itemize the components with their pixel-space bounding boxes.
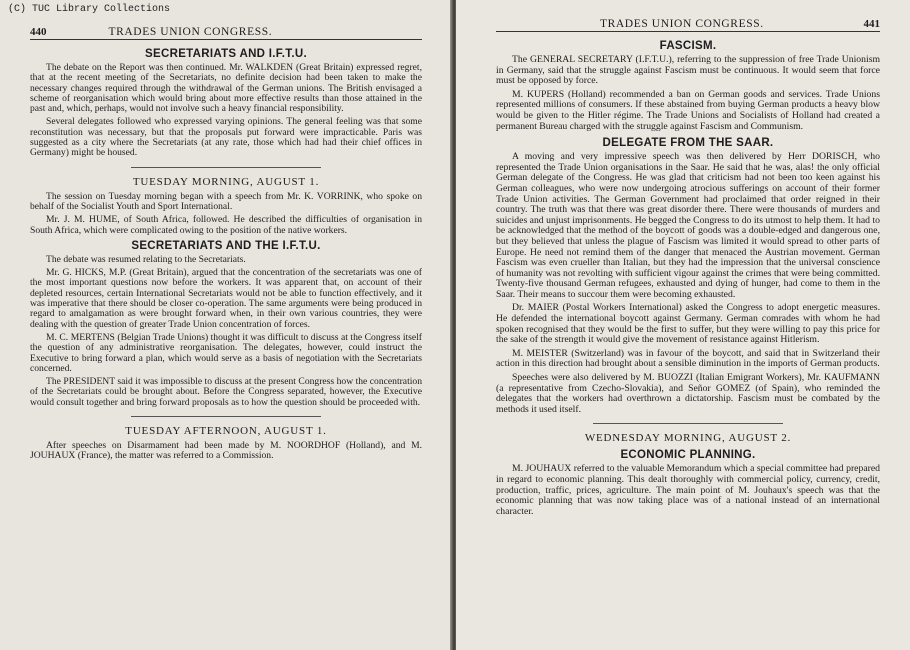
paragraph: M. MEISTER (Switzerland) was in favour of the boycott, and said that in Switzerland their action in this direction had brought about a sensible diminution in the imports of German products. bbox=[496, 347, 880, 370]
running-title: TRADES UNION CONGRESS. bbox=[108, 26, 273, 38]
section-heading: DELEGATE FROM THE SAAR. bbox=[602, 137, 774, 150]
paragraph: M. C. MERTENS (Belgian Trade Unions) thought it was difficult to discuss at the Congress itself the question of any administrative reorganisation. The delegates, however, could instruct the Executive to bring forward a plan, which would serve as a basis of negotiation with the Secretariats concerned. bbox=[30, 331, 422, 374]
running-title: TRADES UNION CONGRESS. bbox=[600, 18, 764, 30]
paragraph: M. JOUHAUX referred to the valuable Memorandum which a special committee had prepared in regard to economic planning. This dealt thoroughly with commercial policy, currency, credit, production, traffic, prices, agriculture. The main point of M. Jouhaux's speech was that the economic planning that was now taking place was of a national instead of an international character. bbox=[496, 463, 880, 517]
paragraph: The GENERAL SECRETARY (I.F.T.U.), referring to the suppression of free Trade Unionism in Germany, said that the struggle against Fascism must be continuous. It would seem that force must be opposed by force. bbox=[496, 54, 880, 87]
paragraph: After speeches on Disarmament had been made by M. NOORDHOF (Holland), and M. JOUHAUX (France), the matter was referred to a Commission. bbox=[30, 440, 422, 462]
section-divider bbox=[131, 167, 321, 168]
paragraph: A moving and very impressive speech was then delivered by Herr DORISCH, who represented the Trade Union organisations in the Saar. He said that he was, alas! the only official German delegate of the Congress. He was glad that criticism had not been too keen against his German colleagues, who were now undergoing atrocious sufferings on account of their former Trade Union activities. The German Government had proclaimed that order reigned in their country. The truth was that there was great disorder there. There were thousands of murders and suicides and unjust imprisonments. He begged the Congress to do its utmost to help them. It had to be acknowledged that the method of the boycott of goods was a double-edged and dangerous one, but they believed that unless the plague of Fascism was limited it would spread to other parts of Europe. He need not remind them of the danger that menaced the Austrian movement. German Fascism was even crueller than Italian, but they had the impression that the universal conscience of humanity was not revolting with sufficient vigour against the crimes that were being committed. Twenty-five thousand German refugees, exhausted and dying of hunger, had come to them in the Saar. Their means to succour them were becoming exhausted. bbox=[496, 151, 880, 300]
section-heading: FASCISM. bbox=[659, 40, 717, 52]
paragraph: Mr. J. M. HUME, of South Africa, followed. He described the difficulties of organisation in South Africa, which were complicated owing to the position of the native workers. bbox=[30, 214, 422, 236]
paragraph: M. KUPERS (Holland) recommended a ban on German goods and services. Trade Unions represented millions of consumers. If these abstained from buying German products a heavy blow would be given to the Hitler régime. The Trade Unions and Socialists of Holland had created a permanent Bureau charged with the struggle against Fascism and Communism. bbox=[496, 88, 880, 132]
running-head bbox=[30, 26, 422, 40]
section-heading: SECRETARIATS AND THE I.F.T.U. bbox=[131, 239, 321, 252]
session-heading: TUESDAY AFTERNOON, AUGUST 1. bbox=[125, 425, 327, 438]
page-content bbox=[30, 48, 422, 462]
right-page bbox=[456, 0, 910, 650]
section-heading: SECRETARIATS AND I.F.T.U. bbox=[145, 48, 307, 60]
watermark: (C) TUC Library Collections bbox=[8, 4, 171, 15]
page-content bbox=[496, 40, 880, 517]
paragraph: Mr. G. HICKS, M.P. (Great Britain), argued that the concentration of the secretariats was one of the most important questions now before the workers. It was apparent that, on account of their depleted resources, certain International Secretariats would not be able to function effectively, and it was imperative that there should be closer co-operation. The same arguments were being produced in regard to amalgamation as were brought forward when, in their own various countries, they were dealing with the question of greater Trade Union concentration of forces. bbox=[30, 267, 422, 330]
running-head bbox=[496, 18, 880, 32]
paragraph: The debate was resumed relating to the Secretariats. bbox=[46, 253, 246, 265]
session-heading: TUESDAY MORNING, AUGUST 1. bbox=[132, 175, 320, 188]
page-number: 441 bbox=[863, 18, 880, 30]
paragraph: The session on Tuesday morning began with a speech from Mr. K. VORRINK, who spoke on behalf of the Socialist Youth and Sport International. bbox=[30, 190, 422, 212]
paragraph: Dr. MAIER (Postal Workers International) asked the Congress to adopt energetic measures. He defended the international boycott against Germany. German comrades with whom he had spoken recognised that they would be the first to suffer, but they were willing to pay this price for the sake of the strength it would give the movement of resistance against Hitlerism. bbox=[496, 302, 880, 346]
session-heading: WEDNESDAY MORNING, AUGUST 2. bbox=[584, 432, 792, 445]
paragraph: The debate on the Report was then continued. Mr. WALKDEN (Great Britain) expressed regret, that at the recent meeting of the Secretariats, no definite decision had been taken to make the necessary changes required through the withdrawal of the German unions. The British envisaged a scheme of reorganisation which would bring about more effective results than those attained in the past and, which, perhaps, would not involve such a heavy financial responsibility. bbox=[30, 62, 422, 115]
left-page bbox=[0, 0, 452, 650]
paragraph: The PRESIDENT said it was impossible to discuss at the present Congress how the concentration of the Secretariats could be brought about. Before the Congress separated, however, the Executive would consult together and bring forward proposals as to how the question should be proceeded with. bbox=[30, 376, 422, 408]
paragraph: Speeches were also delivered by M. BUOZZI (Italian Emigrant Workers), Mr. KAUFMANN (a representative from Czecho-Slovakia), and Señor GOMEZ (of Spain), who reminded the delegates that the workers had overthrown a dictatorship. Fascism must be combated by the methods it used itself. bbox=[496, 372, 880, 415]
section-divider bbox=[131, 416, 321, 417]
section-heading: ECONOMIC PLANNING. bbox=[620, 449, 756, 462]
paragraph: Several delegates followed who expressed varying opinions. The general feeling was that some reconstitution was necessary, but that the proposals put forward were impracticable. Paris was suggested as a city where the Secretariats (at any rate, those which had had their chief offices in Germany) might be housed. bbox=[30, 116, 422, 159]
section-divider bbox=[593, 423, 783, 424]
page-number: 440 bbox=[30, 26, 47, 38]
